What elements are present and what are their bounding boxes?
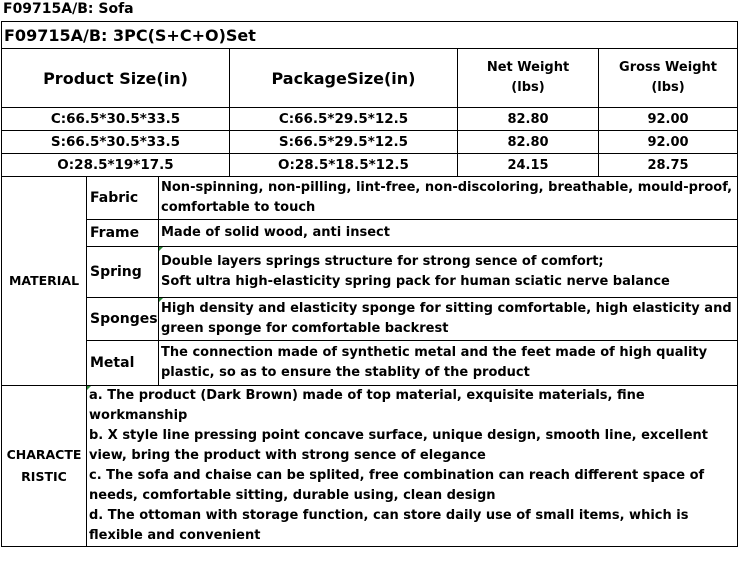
gross-weight-header bbox=[599, 49, 738, 108]
net-weight-cell: 82.80 bbox=[458, 108, 599, 131]
material-row-sponges bbox=[2, 298, 738, 341]
gross-weight-cell: 28.75 bbox=[599, 154, 738, 177]
spring-desc-line-2: Soft ultra high-elasticity spring pack for human sciatic nerve balance bbox=[161, 274, 670, 289]
material-row-fabric bbox=[2, 177, 738, 220]
material-desc-frame: Made of solid wood, anti insect bbox=[159, 220, 738, 247]
sponges-desc-text: High density and elasticity sponge for sitting comfortable, high elasticity and green sponge for comfortable backrest bbox=[161, 301, 732, 336]
material-name-frame: Frame bbox=[87, 220, 159, 247]
table-row bbox=[2, 154, 738, 177]
table-row bbox=[2, 108, 738, 131]
material-name-fabric: Fabric bbox=[87, 177, 159, 220]
material-desc-fabric: Non-spinning, non-pilling, lint-free, non-discoloring, breathable, mould-proof, comfortable to touch bbox=[159, 177, 738, 220]
material-desc-spring bbox=[159, 247, 738, 298]
set-title: F09715A/B: 3PC(S+C+O)Set bbox=[2, 22, 738, 49]
material-name-spring: Spring bbox=[87, 247, 159, 298]
net-weight-cell: 82.80 bbox=[458, 131, 599, 154]
net-weight-cell: 24.15 bbox=[458, 154, 599, 177]
package-size-cell: C:66.5*29.5*12.5 bbox=[230, 108, 458, 131]
cell-comment-marker bbox=[159, 298, 163, 302]
product-size-cell: S:66.5*30.5*33.5 bbox=[2, 131, 230, 154]
spring-desc-line-1: Double layers springs structure for strong sence of comfort; bbox=[161, 254, 604, 269]
characteristic-label-part-1: CHARACTE bbox=[6, 447, 82, 462]
characteristic-item: b. X style line pressing point concave surface, unique design, smooth line, excellent view, bring the product with strong sence of elegance bbox=[89, 428, 709, 463]
material-desc-metal: The connection made of synthetic metal and the feet made of high quality plastic, so as to ensure the stablity of the product bbox=[159, 341, 738, 386]
material-row-frame bbox=[2, 220, 738, 247]
characteristic-list bbox=[87, 386, 738, 547]
characteristic-section-label bbox=[2, 386, 87, 547]
material-row-metal bbox=[2, 341, 738, 386]
package-size-cell: S:66.5*29.5*12.5 bbox=[230, 131, 458, 154]
net-weight-label: Net Weight bbox=[486, 60, 570, 75]
product-size-header: Product Size(in) bbox=[2, 49, 230, 108]
product-size-cell: C:66.5*30.5*33.5 bbox=[2, 108, 230, 131]
cell-comment-marker bbox=[159, 247, 163, 251]
sheet-title: F09715A/B: Sofa bbox=[3, 1, 134, 17]
material-name-metal: Metal bbox=[87, 341, 159, 386]
characteristic-label-part-2: RISTIC bbox=[21, 469, 67, 484]
net-weight-unit: (lbs) bbox=[511, 80, 545, 95]
gross-weight-cell: 92.00 bbox=[599, 131, 738, 154]
characteristic-row bbox=[2, 386, 738, 547]
table-row bbox=[2, 131, 738, 154]
package-size-header: PackageSize(in) bbox=[230, 49, 458, 108]
package-size-cell: O:28.5*18.5*12.5 bbox=[230, 154, 458, 177]
characteristic-item: c. The sofa and chaise can be splited, free combination can reach different space of needs, comfortable sitting, durable using, clean design bbox=[89, 468, 705, 503]
material-desc-sponges bbox=[159, 298, 738, 341]
spec-table bbox=[1, 21, 738, 547]
material-row-spring bbox=[2, 247, 738, 298]
column-header-row bbox=[2, 49, 738, 108]
gross-weight-unit: (lbs) bbox=[651, 80, 685, 95]
characteristic-item: a. The product (Dark Brown) made of top material, exquisite materials, fine workmanship bbox=[89, 388, 645, 423]
characteristic-item: d. The ottoman with storage function, can store daily use of small items, which is flexible and convenient bbox=[89, 508, 689, 543]
net-weight-header bbox=[458, 49, 599, 108]
material-section-label: MATERIAL bbox=[2, 177, 87, 386]
gross-weight-label: Gross Weight bbox=[619, 60, 717, 75]
gross-weight-cell: 92.00 bbox=[599, 108, 738, 131]
cell-comment-marker bbox=[87, 386, 91, 390]
material-name-sponges: Sponges bbox=[87, 298, 159, 341]
product-size-cell: O:28.5*19*17.5 bbox=[2, 154, 230, 177]
